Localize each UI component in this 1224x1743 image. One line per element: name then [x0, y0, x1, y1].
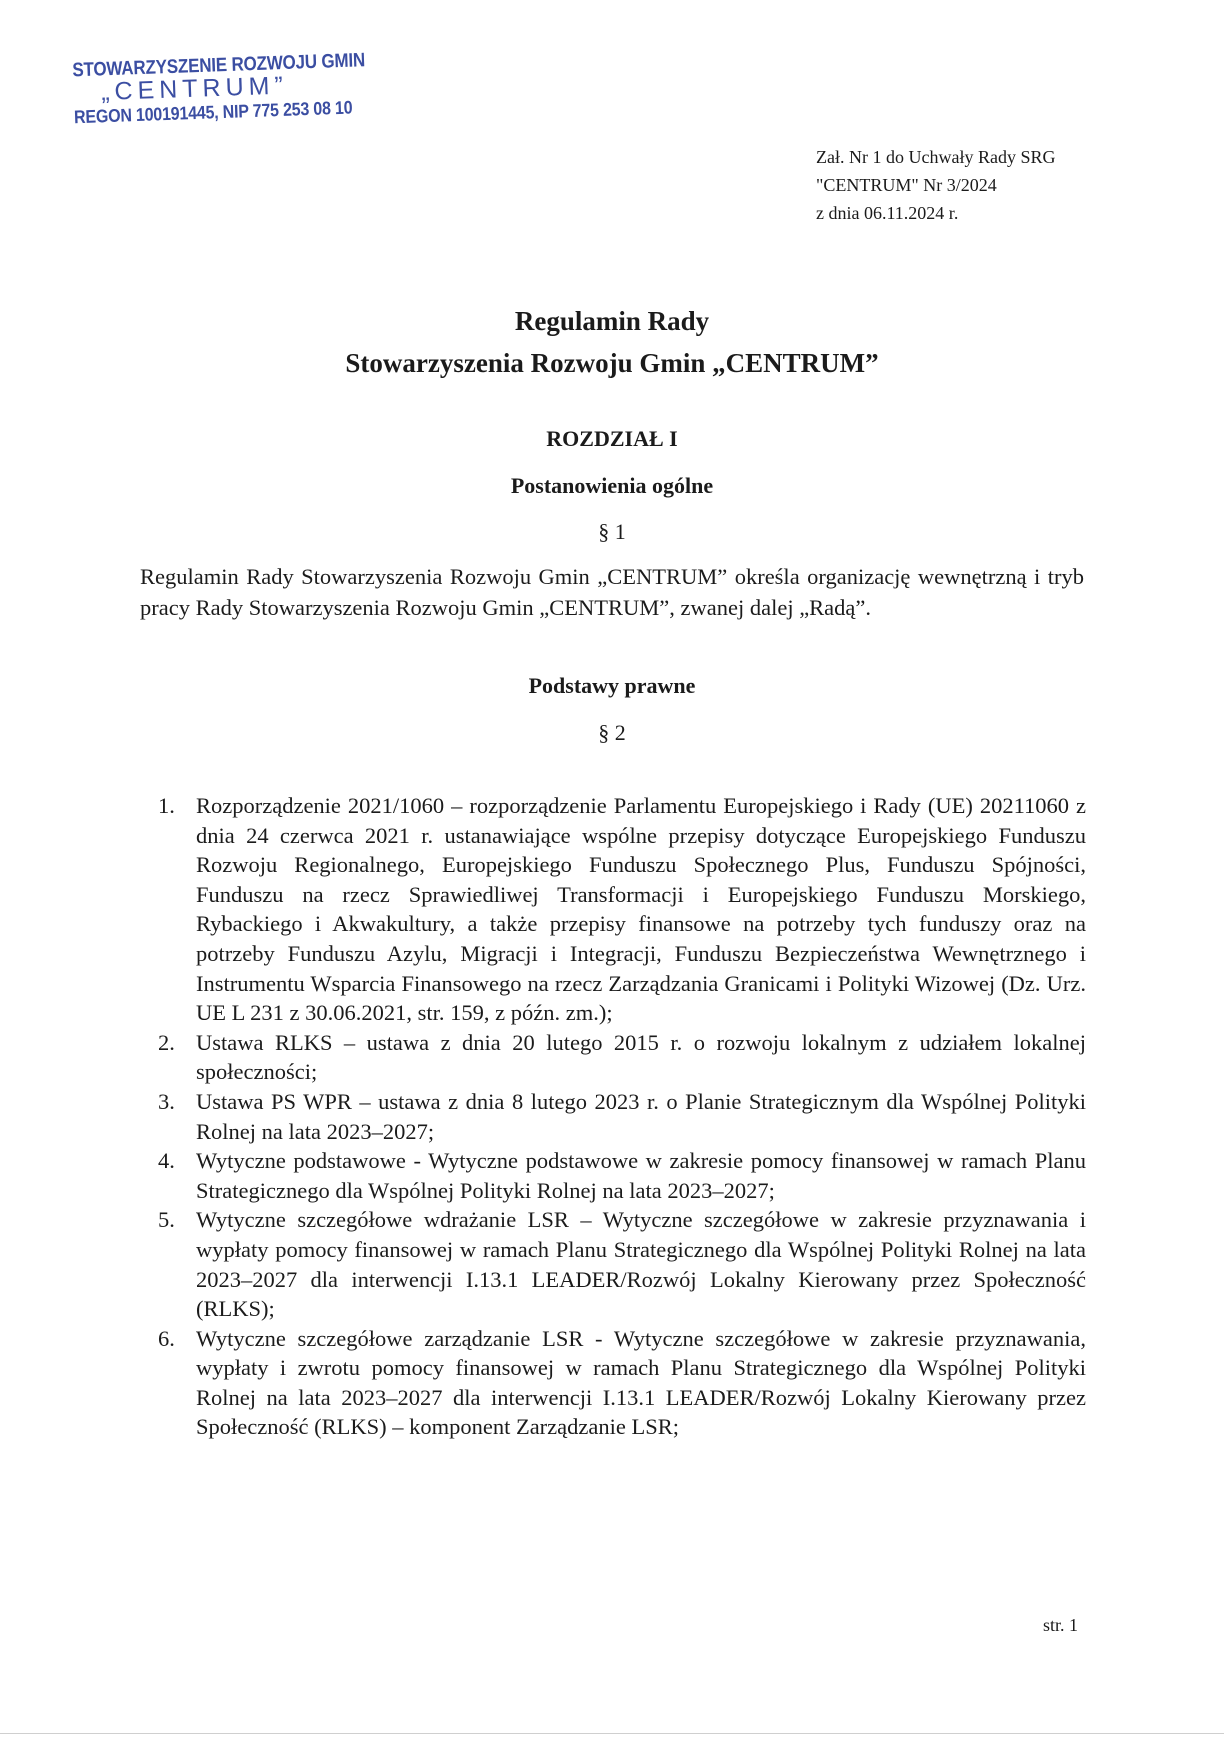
list-item-text: Wytyczne szczegółowe zarządzanie LSR - Wytyczne szczegółowe w zakresie przyznawania, wypłaty i zwrotu pomocy finansowej w ramach Planu Strategicznego dla Wspólnej Polityki Rolnej na lata 2023–2027 dla interwencji I.13.1 LEADER/Rozwój Lokalny Kierowany przez Społeczność (RLKS) – komponent Zarządzanie LSR;	[196, 1325, 1086, 1440]
list-item	[158, 791, 1086, 1028]
list-item-number: 6.	[158, 1325, 175, 1351]
annex-line-1: Zał. Nr 1 do Uchwały Rady SRG	[816, 147, 1056, 167]
list-item-text: Ustawa RLKS – ustawa z dnia 20 lutego 2015 r. o rozwoju lokalnym z udziałem lokalnej społeczności;	[196, 1029, 1086, 1085]
list-item-number: 1.	[158, 793, 175, 818]
list-item	[158, 1146, 1086, 1205]
list-item-text: Wytyczne szczegółowe wdrażanie LSR – Wytyczne szczegółowe w zakresie przyznawania i wypłaty pomocy finansowej w ramach Planu Strategicznego dla Wspólnej Polityki Rolnej na lata 2023–2027 dla interwencji I.13.1 LEADER/Rozwój Lokalny Kierowany przez Społeczność (RLKS);	[196, 1207, 1086, 1322]
stamp-organization-name: STOWARZYSZENIE ROZWOJU GMIN	[72, 48, 366, 81]
list-item	[158, 1324, 1086, 1442]
section-2-mark: § 2	[598, 720, 626, 745]
annex-reference	[816, 143, 1116, 227]
organization-stamp	[72, 48, 374, 128]
document-title-line-1: Regulamin Rady	[514, 306, 710, 336]
document-title	[0, 300, 1224, 384]
list-item	[158, 1205, 1086, 1323]
list-item-text: Rozporządzenie 2021/1060 – rozporządzenie Parlamentu Europejskiego i Rady (UE) 20211060 z dnia 24 czerwca 2021 r. ustanawiające wspólne przepisy dotyczące Europejskiego Funduszu Rozwoju Regionalnego, Europejskiego Funduszu Społecznego Plus, Funduszu Spójności, Funduszu na rzecz Sprawiedliwej Transformacji i Europejskiego Funduszu Morskiego, Rybackiego i Akwakultury, a także przepisy finansowe na potrzeby tych funduszy oraz na potrzeby Funduszu Azylu, Migracji i Integracji, Funduszu Bezpieczeństwa Wewnętrznego i Instrumentu Wsparcia Finansowego na rzecz Zarządzania Granicami i Polityki Wizowej (Dz. Urz. UE L 231 z 30.06.2021, str. 159, z późn. zm.);	[196, 793, 1086, 1026]
annex-line-2: "CENTRUM" Nr 3/2024	[816, 175, 997, 195]
scan-edge-divider	[0, 1733, 1224, 1734]
document-title-line-2: Stowarzyszenia Rozwoju Gmin „CENTRUM”	[345, 348, 879, 378]
annex-line-3: z dnia 06.11.2024 r.	[816, 203, 959, 223]
section-1-paragraph: Regulamin Rady Stowarzyszenia Rozwoju Gmin „CENTRUM” określa organizację wewnętrzną i tryb pracy Rady Stowarzyszenia Rozwoju Gmin „CENTRUM”, zwanej dalej „Radą”.	[140, 564, 1084, 620]
list-item-number: 4.	[158, 1148, 175, 1174]
chapter-heading: ROZDZIAŁ I	[546, 426, 678, 451]
legal-basis-list	[158, 791, 1086, 1442]
list-item-number: 5.	[158, 1207, 175, 1233]
page-number: str. 1	[1043, 1615, 1079, 1635]
list-item-number: 2.	[158, 1029, 175, 1055]
list-item-text: Ustawa PS WPR – ustawa z dnia 8 lutego 2023 r. o Planie Strategicznym dla Wspólnej Polityki Rolnej na lata 2023–2027;	[196, 1088, 1086, 1144]
legal-basis-heading: Podstawy prawne	[528, 673, 696, 698]
list-item-number: 3.	[158, 1088, 175, 1114]
list-item-text: Wytyczne podstawowe - Wytyczne podstawowe w zakresie pomocy finansowej w ramach Planu Strategicznego dla Wspólnej Polityki Rolnej na lata 2023–2027;	[196, 1148, 1086, 1203]
stamp-organization-short-name: „CENTRUM”	[100, 71, 289, 106]
chapter-subheading: Postanowienia ogólne	[510, 473, 714, 498]
list-item	[158, 1087, 1086, 1146]
section-1-mark: § 1	[598, 519, 626, 544]
stamp-registration-numbers: REGON 100191445, NIP 775 253 08 10	[73, 98, 353, 128]
list-item	[158, 1028, 1086, 1087]
